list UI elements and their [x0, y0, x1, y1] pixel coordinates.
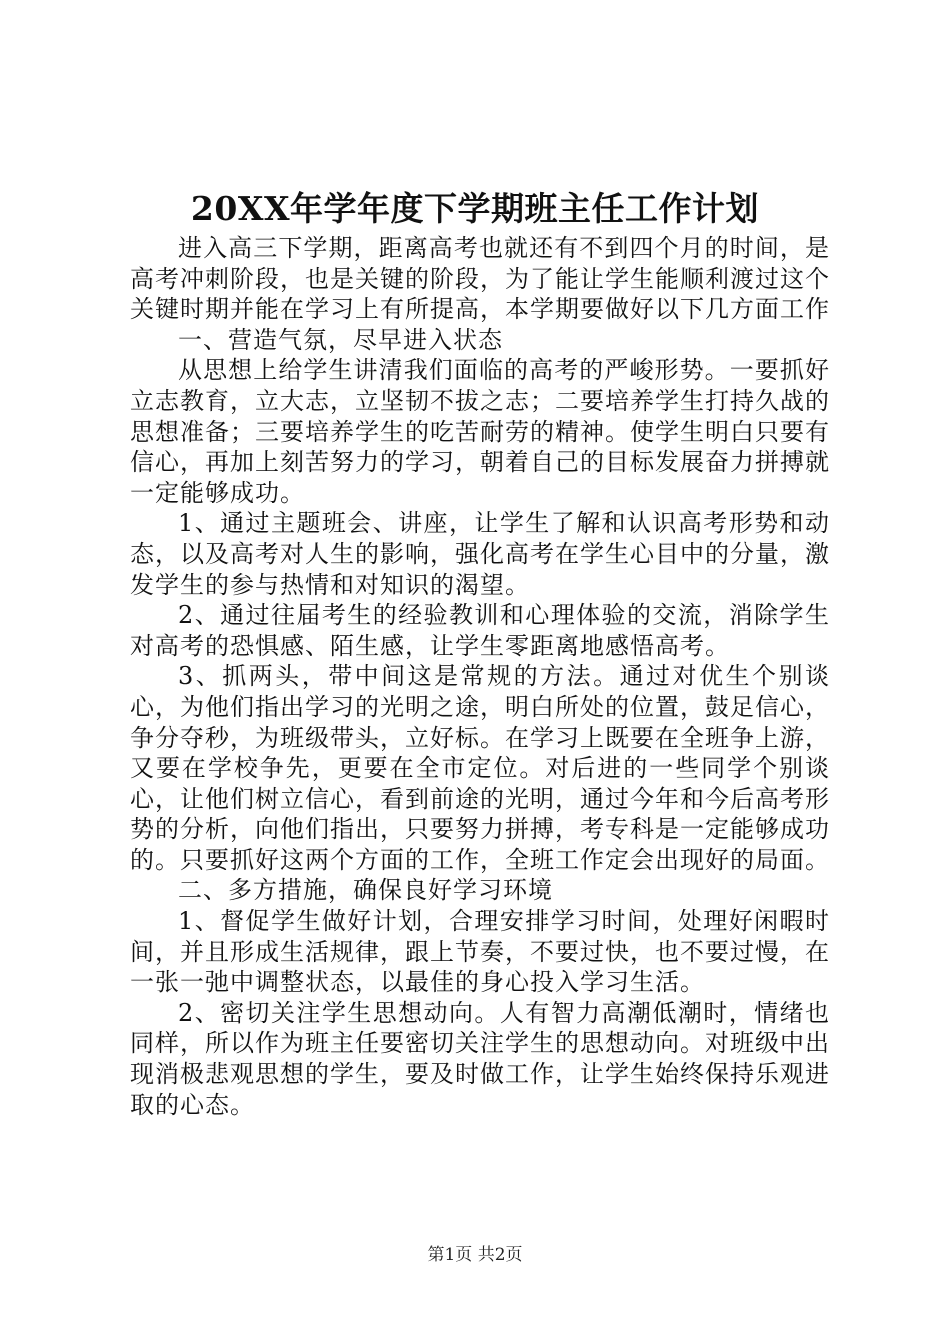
- section-heading-1: 一、营造气氛，尽早进入状态: [178, 325, 503, 354]
- list-item-3: 3、抓两头，带中间这是常规的方法。通过对优生个别谈心，为他们指出学习的光明之途，明白所处的位置，鼓足信心，争分夺秒，为班级带头，立好标。在学习上既要在全班争上游，又要在学校争先，更要在全市定位。对后进的一些同学个别谈心，让他们树立信心，看到前途的光明，通过今年和今后高考形势的分析，向他们指出，只要努力拼搏，考专科是一定能够成功的。只要抓好这两个方面的工作，全班工作定会出现好的局面。: [130, 662, 830, 874]
- list-item-2: 2、密切关注学生思想动向。人有智力高潮低潮时，情绪也同样，所以作为班主任要密切关注学生的思想动向。对班级中出现消极悲观思想的学生，要及时做工作，让学生始终保持乐观进取的心态。: [130, 998, 830, 1119]
- page-footer: 第1页 共2页: [427, 1245, 523, 1265]
- document-body: [130, 233, 830, 1120]
- list-item-2: 2、通过往届考生的经验教训和心理体验的交流，消除学生对高考的恐惧感、陌生感，让学生零距离地感悟高考。: [130, 601, 830, 660]
- intro-paragraph: 进入高三下学期，距离高考也就还有不到四个月的时间，是高考冲刺阶段，也是关键的阶段，为了能让学生能顺利渡过这个关键时期并能在学习上有所提高，本学期要做好以下几方面工作: [130, 234, 830, 324]
- list-item-1: 1、督促学生做好计划，合理安排学习时间，处理好闲暇时间，并且形成生活规律，跟上节奏，不要过快，也不要过慢，在一张一弛中调整状态，以最佳的身心投入学习生活。: [130, 907, 830, 997]
- section-heading-2: 二、多方措施，确保良好学习环境: [178, 876, 553, 905]
- list-item-1: 1、通过主题班会、讲座，让学生了解和认识高考形势和动态，以及高考对人生的影响，强化高考在学生心目中的分量，激发学生的参与热情和对知识的渴望。: [130, 509, 830, 599]
- document-title: 20XX年学年度下学期班主任工作计划: [190, 189, 760, 228]
- body-paragraph: 从思想上给学生讲清我们面临的高考的严峻形势。一要抓好立志教育，立大志，立坚韧不拔之志；二要培养学生打持久战的思想准备；三要培养学生的吃苦耐劳的精神。使学生明白只要有信心，再加上刻苦努力的学习，朝着自己的目标发展奋力拼搏就一定能够成功。: [130, 356, 830, 507]
